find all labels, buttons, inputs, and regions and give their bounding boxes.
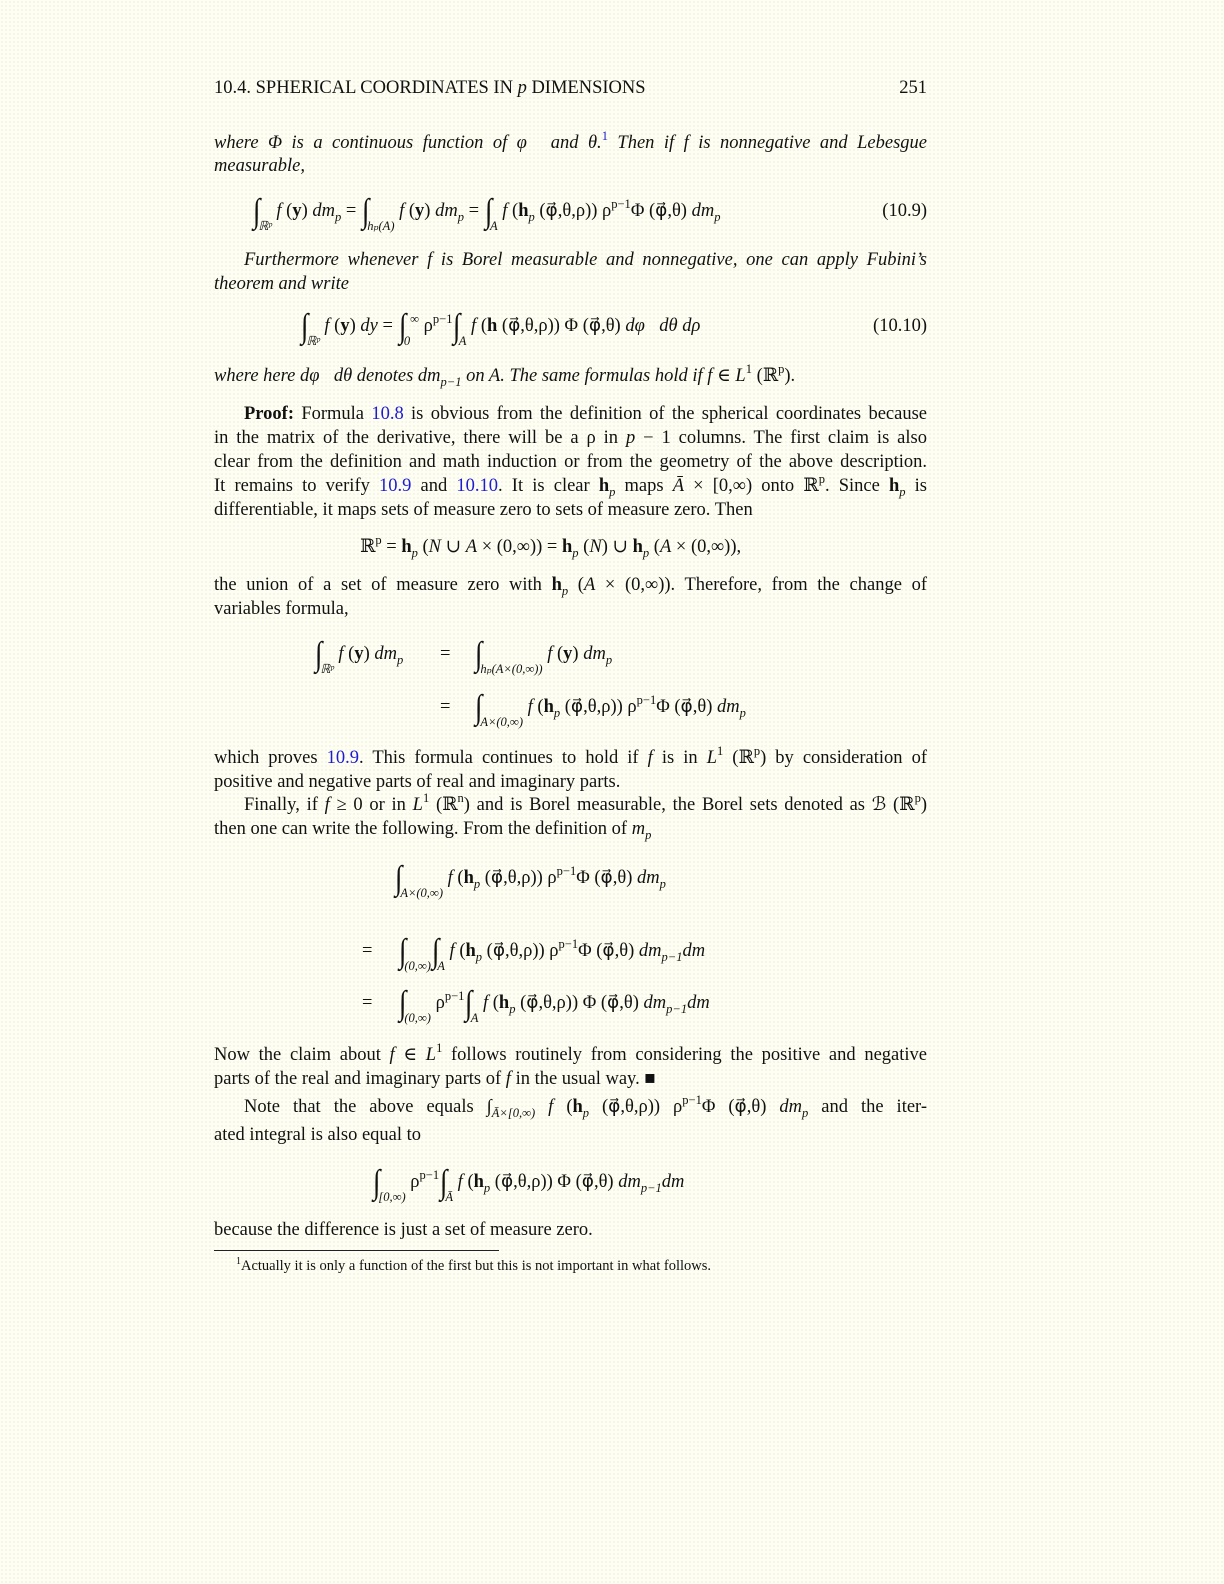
text: ) ∪ xyxy=(601,537,633,557)
text: ( xyxy=(457,868,464,888)
text: ) and is Borel measurable, the Borel sets denoted as ℬ (ℝ xyxy=(463,795,915,815)
subscript: p xyxy=(714,210,721,224)
subscript: p xyxy=(739,706,746,720)
text: (ℝ xyxy=(723,748,754,768)
italic-text: f xyxy=(271,201,287,221)
italic-text: dm xyxy=(643,993,667,1013)
superscript: p−1 xyxy=(556,864,577,878)
italic-text: f xyxy=(466,316,481,336)
text: ated integral is also equal to xyxy=(214,1125,422,1145)
text: (φ⃗,θ,ρ)) ρ xyxy=(534,201,612,221)
text-line xyxy=(214,450,927,474)
text-line xyxy=(244,1095,927,1119)
superscript: ∞ xyxy=(410,312,420,326)
subscript: (0,∞) xyxy=(404,959,431,973)
italic-text: L xyxy=(412,795,423,815)
italic-text: f xyxy=(535,1097,567,1117)
subscript: A xyxy=(458,334,467,348)
subscript: p xyxy=(553,706,561,720)
text: ). xyxy=(784,366,796,386)
footnote-text: Actually it is only a function of the first but this is not important in what follows. xyxy=(241,1258,711,1274)
text: (φ⃗,θ,ρ)) ρ xyxy=(589,1097,683,1117)
equation: $\int_{A\times(0,\infty)}$ f ($h_p$ (φ⃗,θ,ρ)) $\rho^{p-1}\Phi$ (φ⃗,θ) $dm_p$ xyxy=(394,860,666,900)
text: Φ (φ⃗,θ) xyxy=(630,201,692,221)
text: = xyxy=(381,537,402,557)
subscript: Ā xyxy=(445,1190,454,1204)
superscript: 1 xyxy=(422,791,430,805)
italic-text: dm xyxy=(661,1172,685,1192)
equation: $\int_{ℝᵖ}$ f (y) dy = $\int_0^\infty$ $\rho^{p-1}\int_A$ f (h (φ⃗,θ,ρ)) Φ (φ⃗,θ) dφ⃗dθ dρ xyxy=(300,308,701,348)
text: clear from the definition and math induction or from the geometry of the above description. xyxy=(214,452,927,472)
bold-text: h xyxy=(473,1172,484,1192)
bold-text: h xyxy=(518,201,529,221)
italic-text: A xyxy=(583,575,596,595)
superscript: p−1 xyxy=(444,989,465,1003)
italic-text: f xyxy=(443,868,458,888)
text-line xyxy=(214,272,349,296)
text: differentiable, it maps sets of measure zero to sets of measure zero. Then xyxy=(214,500,753,520)
italic-text: dm xyxy=(369,644,397,664)
equation-number: (10.10) xyxy=(873,316,927,336)
text: in the usual way. ■ xyxy=(510,1069,656,1089)
italic-text: L xyxy=(425,1045,437,1065)
text: ( xyxy=(578,537,590,557)
text: Note that the above equals ∫ xyxy=(244,1097,492,1117)
italic-text: N xyxy=(589,537,602,557)
subscript: Ā×[0,∞) xyxy=(491,1106,536,1120)
text: (ℝ xyxy=(429,795,458,815)
italic-text: A xyxy=(659,537,672,557)
text: ( xyxy=(537,697,544,717)
running-header xyxy=(214,76,927,100)
italic-text: f xyxy=(333,644,349,664)
subscript: p xyxy=(475,950,483,964)
text: follows routinely from considering the positive and negative xyxy=(442,1045,928,1065)
text-line xyxy=(214,573,927,597)
text: × [0,∞) onto ℝ xyxy=(684,476,819,496)
equation: $\int_{ℝᵖ}$ f (y) $dm_p$ xyxy=(314,636,404,676)
text: ≥ 0 or in xyxy=(329,795,413,815)
text: ) xyxy=(363,644,370,664)
text-line xyxy=(244,248,927,272)
superscript: p xyxy=(778,362,785,376)
text: ( xyxy=(417,537,429,557)
subscript: p xyxy=(528,210,535,224)
italic-text: f xyxy=(505,1069,511,1089)
italic-text: theorem and write xyxy=(214,274,349,294)
italic-text: Then if f is nonnegative and Lebesgue xyxy=(607,133,927,153)
cross-reference-link[interactable]: 10.8 xyxy=(371,404,404,424)
text: which proves xyxy=(214,748,327,768)
text-line xyxy=(214,597,349,621)
text: ( xyxy=(566,1097,573,1117)
italic-text: dm xyxy=(779,1097,803,1117)
equation: $\int_{h_p(A\times(0,\infty))}$ f (y) $dm_p$ xyxy=(474,636,613,676)
equation xyxy=(362,931,372,971)
text: ρ xyxy=(430,993,445,1013)
superscript: 1 xyxy=(745,362,752,376)
superscript: p xyxy=(818,472,825,486)
subscript: A×(0,∞) xyxy=(400,886,444,900)
superscript: p xyxy=(375,533,382,547)
bold-text: y xyxy=(415,201,425,221)
text: and the iter- xyxy=(808,1097,928,1117)
text: ) xyxy=(301,201,308,221)
text: ) xyxy=(349,316,356,336)
subscript: p−1 xyxy=(666,1002,688,1016)
superscript: p xyxy=(753,744,761,758)
section-title: 10.4. SPHERICAL COORDINATES IN xyxy=(214,78,518,98)
superscript: p−1 xyxy=(682,1093,702,1107)
italic-text: L xyxy=(706,748,717,768)
subscript: ℝᵖ xyxy=(306,334,320,348)
italic-text: on A. The same formulas hold if f ∈ L xyxy=(461,366,746,386)
text: ( xyxy=(568,575,584,595)
text: . It is clear xyxy=(498,476,599,496)
italic-text: f xyxy=(478,993,493,1013)
text: = xyxy=(362,941,373,961)
italic-text: f xyxy=(389,1045,395,1065)
text: (φ⃗,θ,ρ)) Φ (φ⃗,θ) xyxy=(497,316,626,336)
italic-text: f xyxy=(324,795,330,815)
subscript: p xyxy=(899,485,906,499)
text-line xyxy=(214,131,927,155)
text: ρ xyxy=(419,316,433,336)
superscript: 1 xyxy=(436,1041,443,1055)
subscript: p xyxy=(561,584,569,598)
text: positive and negative parts of real and imaginary parts. xyxy=(214,772,621,792)
subscript: p xyxy=(572,546,579,560)
text: ( xyxy=(286,201,293,221)
subscript: A xyxy=(470,1011,479,1025)
text-line xyxy=(214,1123,421,1147)
text: × (0,∞)), xyxy=(671,537,742,557)
subscript: p xyxy=(582,1106,590,1120)
text: ( xyxy=(649,537,660,557)
text: is xyxy=(905,476,927,496)
equation xyxy=(362,983,372,1023)
equation: $\int_{[0,\infty)}$ $\rho^{p-1}\int_Ā$ f ($h_p$ (φ⃗,θ,ρ)) Φ (φ⃗,θ) $dm_{p-1}dm$ xyxy=(372,1164,685,1204)
text: Φ (φ⃗,θ) xyxy=(701,1097,780,1117)
subscript: p xyxy=(645,828,652,842)
italic-text: measurable, xyxy=(214,156,305,176)
subscript: p xyxy=(483,1181,491,1195)
text: . This formula continues to hold if xyxy=(359,748,648,768)
text: maps xyxy=(615,476,673,496)
italic-text: A xyxy=(465,537,478,557)
superscript: n xyxy=(457,791,464,805)
text: ( xyxy=(334,316,341,336)
text: ( xyxy=(556,644,564,664)
subscript: p xyxy=(609,485,616,499)
bold-text: y xyxy=(292,201,302,221)
text: parts of the real and imaginary parts of xyxy=(214,1069,506,1089)
text: (φ⃗,θ,ρ)) ρ xyxy=(560,697,637,717)
section-title-variable: p xyxy=(517,78,527,98)
subscript: A×(0,∞) xyxy=(480,715,524,729)
footnote-link[interactable]: 1 xyxy=(601,129,608,143)
text-line xyxy=(214,426,927,450)
text: variables formula, xyxy=(214,599,349,619)
bold-text: y xyxy=(354,644,364,664)
bold-text: h xyxy=(598,476,610,496)
bold-text: h xyxy=(888,476,900,496)
italic-text: dm xyxy=(682,941,706,961)
equation: $\int_{ℝᵖ}$ f (y) $dm_p = \int_{h_p(A)}$ f (y) $dm_p = \int_A$ f ($h_p$ (φ⃗,θ,ρ)) $\rho^{p-1}\Phi$ (φ⃗,θ) $dm_p$ xyxy=(252,193,721,233)
text: and xyxy=(411,476,457,496)
italic-text: dm xyxy=(578,644,606,664)
italic-text: dm xyxy=(637,868,660,888)
italic-text: dm xyxy=(430,201,458,221)
text: × (0,∞)). Therefore, from the change of xyxy=(595,575,927,595)
text: the union of a set of measure zero with xyxy=(214,575,552,595)
text: Φ (φ⃗,θ) xyxy=(656,697,717,717)
bold-text: h xyxy=(465,941,476,961)
cross-reference-link[interactable]: 10.10 xyxy=(456,476,499,496)
italic-text: f xyxy=(647,748,653,768)
superscript: p−1 xyxy=(432,312,453,326)
subscript: [0,∞) xyxy=(378,1190,406,1204)
text: Φ (φ⃗,θ) xyxy=(578,941,639,961)
superscript: p−1 xyxy=(558,937,579,951)
subscript: p xyxy=(457,210,464,224)
bold-text: h xyxy=(562,537,573,557)
page-number: 251 xyxy=(899,78,927,98)
subscript: 0 xyxy=(403,334,411,348)
text: = xyxy=(463,201,484,221)
text: Finally, if xyxy=(244,795,325,815)
text: ρ xyxy=(405,1172,420,1192)
superscript: p−1 xyxy=(611,197,631,211)
text-line xyxy=(214,817,651,841)
text: ) xyxy=(572,644,579,664)
equation: $\int_{A\times(0,\infty)}$ f ($h_p$ (φ⃗,θ,ρ)) $\rho^{p-1}\Phi$ (φ⃗,θ) $dm_p$ xyxy=(474,689,746,729)
subscript: p xyxy=(802,1106,809,1120)
subscript: A xyxy=(437,959,445,973)
subscript: p xyxy=(473,877,481,891)
italic-text: f xyxy=(542,644,557,664)
text: is in xyxy=(652,748,707,768)
bold-text: h xyxy=(572,1097,583,1117)
text-line xyxy=(214,1067,656,1091)
text-line xyxy=(214,746,927,770)
bold-text: h xyxy=(551,575,562,595)
text: = xyxy=(440,697,451,717)
bold-text: h xyxy=(632,537,643,557)
subscript: p xyxy=(659,877,666,891)
text: ( xyxy=(408,201,416,221)
equation xyxy=(440,687,450,727)
equation xyxy=(440,634,450,674)
subscript: p−1 xyxy=(640,1181,662,1195)
text: × (0,∞)) = xyxy=(477,537,562,557)
text: Φ (φ⃗,θ) xyxy=(576,868,637,888)
text: ∈ xyxy=(394,1045,426,1065)
subscript: p xyxy=(605,653,613,667)
text: (φ⃗,θ,ρ)) Φ (φ⃗,θ) xyxy=(490,1172,619,1192)
superscript: p−1 xyxy=(419,1168,440,1182)
text: then one can write the following. From the definition of xyxy=(214,819,632,839)
text: (φ⃗,θ,ρ)) Φ (φ⃗,θ) xyxy=(515,993,644,1013)
subscript: p xyxy=(397,653,404,667)
superscript: p xyxy=(914,791,921,805)
italic-text: m xyxy=(631,819,646,839)
text: ( xyxy=(467,1172,474,1192)
italic-text: dy xyxy=(355,316,378,336)
text-line xyxy=(214,1218,593,1242)
bold-text: h xyxy=(498,993,510,1013)
italic-text: dm xyxy=(307,201,335,221)
equation-number: (10.9) xyxy=(882,201,927,221)
italic-text: where here dφ⃗dθ denotes dm xyxy=(214,366,441,386)
text: It remains to verify xyxy=(214,476,380,496)
subscript: p xyxy=(642,546,650,560)
text: ) xyxy=(424,201,431,221)
bold-text: y xyxy=(340,316,350,336)
text: ∪ xyxy=(441,537,466,557)
superscript: 1 xyxy=(716,744,724,758)
footnote xyxy=(236,1256,711,1276)
text: Now the claim about xyxy=(214,1045,390,1065)
text: (φ⃗,θ,ρ)) ρ xyxy=(480,868,557,888)
cross-reference-link[interactable]: 10.9 xyxy=(326,748,360,768)
subscript: A xyxy=(489,219,498,233)
section-title-end: DIMENSIONS xyxy=(526,78,646,98)
subscript: (0,∞) xyxy=(404,1011,431,1025)
equation: $\int_{(0,\infty)}$ $\rho^{p-1}\int_A$ f ($h_p$ (φ⃗,θ,ρ)) Φ (φ⃗,θ) $dm_{p-1}dm$ xyxy=(398,985,710,1025)
italic-text: f xyxy=(523,697,538,717)
text: (φ⃗,θ,ρ)) ρ xyxy=(482,941,559,961)
text-line xyxy=(214,154,305,178)
text-line xyxy=(244,793,927,817)
subscript: ℝᵖ xyxy=(258,219,272,233)
text: ) by consideration of xyxy=(760,748,927,768)
text: because the difference is just a set of measure zero. xyxy=(214,1220,593,1240)
bold-text: y xyxy=(563,644,573,664)
text: ( xyxy=(459,941,466,961)
subscript: hₚ(A×(0,∞)) xyxy=(480,662,543,676)
text-line xyxy=(214,498,753,522)
text: is obvious from the definition of the spherical coordinates because xyxy=(403,404,927,424)
italic-text: f xyxy=(394,201,409,221)
subscript: ℝᵖ xyxy=(320,662,334,676)
subscript: p xyxy=(335,210,342,224)
text: = xyxy=(362,993,373,1013)
italic-text: Furthermore whenever f is Borel measurable and nonnegative, one can apply Fubini’s xyxy=(244,250,927,270)
bold-text: h xyxy=(486,316,498,336)
text: in the matrix of the derivative, there will be a ρ in xyxy=(214,428,626,448)
subscript: p−1 xyxy=(661,950,683,964)
italic-text: f xyxy=(444,941,460,961)
equation xyxy=(360,527,741,567)
italic-text: dm xyxy=(717,697,740,717)
text: = xyxy=(377,316,398,336)
footnote-marker: 1 xyxy=(236,1256,241,1267)
text: ( xyxy=(348,644,355,664)
subscript: p xyxy=(509,1002,516,1016)
text-line xyxy=(214,474,927,498)
subscript: p−1 xyxy=(440,375,462,389)
italic-text: f xyxy=(453,1172,468,1192)
text: ( xyxy=(512,201,519,221)
italic-text: dm xyxy=(687,993,710,1013)
text-line xyxy=(214,364,795,388)
italic-text: dφ⃗dθ dρ xyxy=(625,316,701,336)
italic-text: f xyxy=(497,201,513,221)
equation: $\int_{(0,\infty)}\int_A$ f ($h_p$ (φ⃗,θ,ρ)) $\rho^{p-1}\Phi$ (φ⃗,θ) $dm_{p-1}dm$ xyxy=(398,933,706,973)
superscript: p−1 xyxy=(636,693,657,707)
text: ) xyxy=(920,795,927,815)
text: = xyxy=(341,201,361,221)
footnote-divider xyxy=(214,1250,499,1251)
cross-reference-link[interactable]: 10.9 xyxy=(379,476,412,496)
italic-text: dm xyxy=(691,201,715,221)
italic-text: N xyxy=(428,537,441,557)
bold-text: h xyxy=(401,537,412,557)
text-line xyxy=(214,1043,927,1067)
italic-text: Ā xyxy=(672,476,685,496)
text-line xyxy=(214,770,620,794)
text: = xyxy=(440,644,451,664)
bold-text: Proof: xyxy=(244,404,294,424)
text: − 1 columns. The first claim is also xyxy=(635,428,927,448)
text: ℝ xyxy=(360,537,376,557)
text: Formula xyxy=(294,404,372,424)
bold-text: h xyxy=(543,697,554,717)
text: ( xyxy=(480,316,487,336)
italic-text: dm xyxy=(638,941,662,961)
subscript: p xyxy=(411,546,418,560)
bold-text: h xyxy=(463,868,474,888)
text: ( xyxy=(492,993,499,1013)
text: (ℝ xyxy=(751,366,779,386)
italic-text: dm xyxy=(618,1172,641,1192)
italic-text: f xyxy=(319,316,335,336)
text-line xyxy=(244,402,927,426)
subscript: hₚ(A) xyxy=(367,219,395,233)
italic-text: where Φ is a continuous function of φ⃗ and θ. xyxy=(214,133,602,153)
italic-text: p xyxy=(625,428,636,448)
text: . Since xyxy=(824,476,889,496)
